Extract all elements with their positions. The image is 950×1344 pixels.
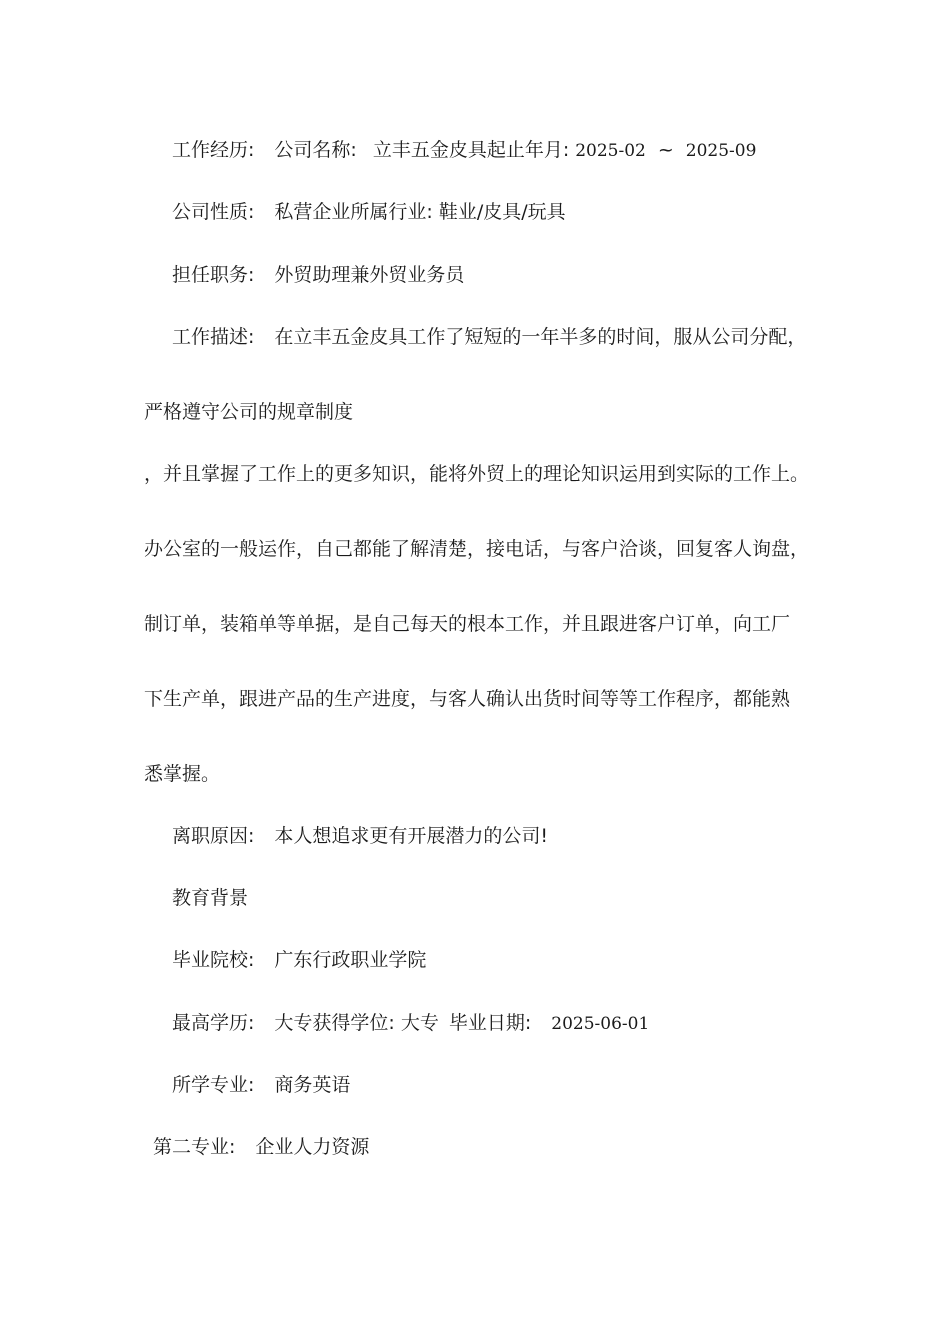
major-line: [172, 1073, 350, 1097]
desc-line-3: 办公室的一般运作，自己都能了解清楚，接电话，与客户洽谈，回复客人询盘，: [144, 538, 810, 560]
leave-reason-line: [172, 824, 548, 848]
education-heading: 教育背景: [172, 887, 249, 909]
desc-line-6: 悉掌握。: [144, 763, 221, 785]
period-sep: ~: [657, 139, 674, 161]
grad-value: 2025-06-01: [551, 1014, 650, 1034]
desc-line-2: ，并且掌握了工作上的更多知识，能将外贸上的理论知识运用到实际的工作上。: [144, 463, 810, 485]
work-label: 工作经历:: [172, 139, 255, 161]
work-description-line: [172, 325, 806, 349]
grad-label: 毕业日期:: [448, 1012, 532, 1034]
major-value: 商务英语: [274, 1074, 351, 1096]
second-major-line: [153, 1135, 369, 1159]
desc-line-1: 严格遵守公司的规章制度: [144, 401, 354, 423]
company-name-label: 公司名称:: [274, 139, 357, 161]
position-label: 担任职务:: [172, 264, 255, 286]
second-major-label: 第二专业:: [153, 1136, 236, 1158]
degree-line: [172, 1011, 649, 1036]
nature-value: 私营企业: [274, 201, 351, 223]
leave-label: 离职原因:: [172, 825, 255, 847]
position-value: 外贸助理兼外贸业务员: [274, 264, 465, 286]
period-label: 起止年月:: [486, 139, 570, 161]
degree-label: 最高学历:: [172, 1012, 255, 1034]
position-line: [172, 263, 464, 287]
award-label: 获得学位:: [312, 1012, 395, 1034]
school-value: 广东行政职业学院: [274, 949, 427, 971]
desc-line-4: 制订单，装箱单等单据，是自己每天的根本工作，并且跟进客户订单，向工厂: [144, 613, 791, 635]
industry-value: 鞋业/皮具/玩具: [438, 201, 566, 223]
leave-value: 本人想追求更有开展潜力的公司!: [274, 825, 549, 847]
industry-label: 所属行业:: [350, 201, 433, 223]
award-value: 大专: [400, 1012, 439, 1034]
degree-value: 大专: [274, 1012, 313, 1034]
company-nature-line: [172, 200, 566, 224]
desc-line-5: 下生产单，跟进产品的生产进度，与客人确认出货时间等等工作程序，都能熟: [144, 688, 791, 710]
work-experience-line: [172, 138, 756, 163]
company-name: 立丰五金皮具: [372, 139, 487, 161]
nature-label: 公司性质:: [172, 201, 255, 223]
desc-label: 工作描述:: [172, 326, 255, 348]
period-start: 2025-02: [575, 141, 646, 161]
school-line: [172, 948, 426, 972]
second-major-value: 企业人力资源: [255, 1136, 370, 1158]
major-label: 所学专业:: [172, 1074, 255, 1096]
school-label: 毕业院校:: [172, 949, 255, 971]
period-end: 2025-09: [685, 141, 757, 161]
desc-line-0: 在立丰五金皮具工作了短短的一年半多的时间，服从公司分配，: [274, 326, 807, 348]
